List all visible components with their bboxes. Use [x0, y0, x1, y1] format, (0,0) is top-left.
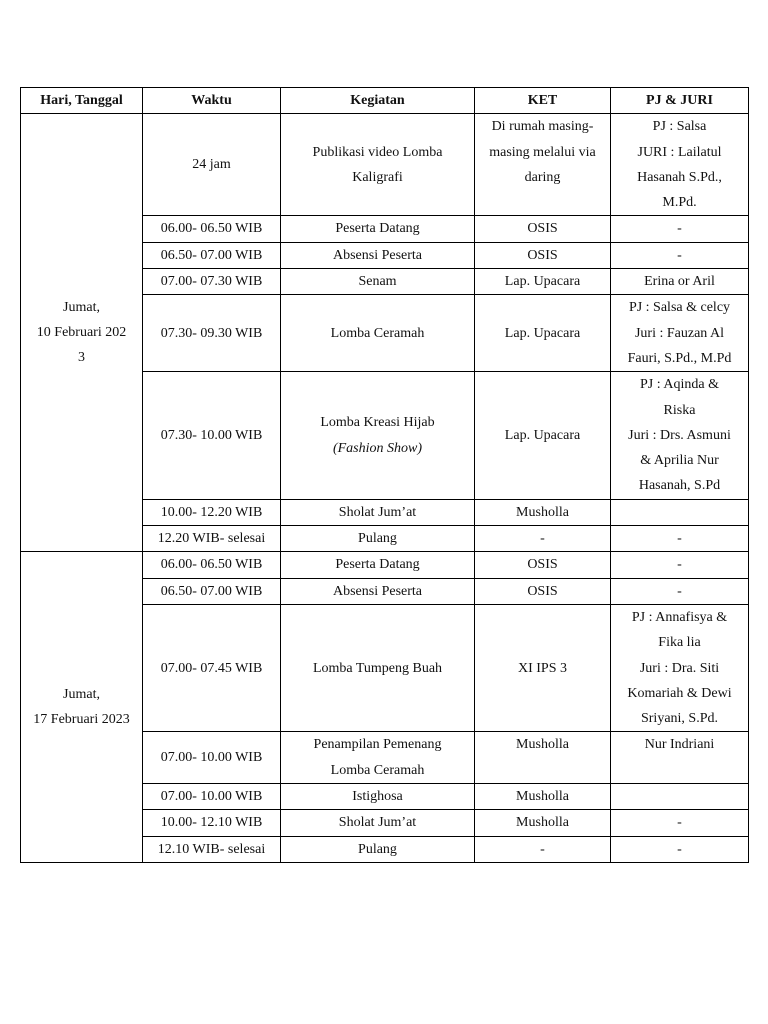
header-ket: KET — [475, 88, 611, 114]
kegiatan-cell — [281, 269, 475, 295]
ket-cell-line: OSIS — [527, 583, 558, 599]
waktu-cell-line: 07.00- 07.45 WIB — [160, 660, 263, 676]
pj-juri-cell-line: Komariah & Dewi — [627, 685, 732, 701]
pj-juri-cell-line: - — [677, 557, 682, 573]
pj-juri-cell-line: PJ : Aqinda & — [640, 377, 719, 393]
waktu-cell-line: 10.00- 12.10 WIB — [160, 815, 263, 831]
kegiatan-cell — [281, 578, 475, 604]
pj-juri-cell — [611, 604, 749, 731]
waktu-cell-line: 12.10 WIB- selesai — [157, 841, 266, 857]
ket-cell-line: Di rumah masing- — [491, 119, 594, 135]
waktu-cell — [143, 784, 281, 810]
pj-juri-cell-line: Riska — [663, 402, 696, 418]
pj-juri-cell — [611, 216, 749, 242]
header-pj-juri: PJ & JURI — [611, 88, 749, 114]
kegiatan-cell — [281, 836, 475, 862]
kegiatan-cell — [281, 216, 475, 242]
day-cell-line: 3 — [78, 350, 85, 366]
day-cell-line: 10 Februari 202 — [36, 325, 127, 341]
table-body — [21, 114, 749, 863]
pj-juri-cell-line: Hasanah, S.Pd — [638, 478, 721, 494]
kegiatan-cell — [281, 732, 475, 784]
waktu-cell-line: 07.00- 10.00 WIB — [160, 750, 263, 766]
kegiatan-cell-line: Kaligrafi — [352, 169, 403, 185]
waktu-cell — [143, 269, 281, 295]
pj-juri-cell-line: Hasanah S.Pd., — [637, 169, 722, 185]
waktu-cell-line: 06.50- 07.00 WIB — [160, 247, 263, 263]
kegiatan-cell-line: Sholat Jum’at — [338, 815, 417, 831]
kegiatan-cell — [281, 242, 475, 268]
table-row — [21, 114, 749, 216]
kegiatan-cell-line: Absensi Peserta — [332, 583, 423, 599]
ket-cell — [475, 242, 611, 268]
waktu-cell — [143, 810, 281, 836]
ket-cell — [475, 578, 611, 604]
waktu-cell — [143, 552, 281, 578]
kegiatan-cell-line: Pulang — [358, 841, 397, 857]
ket-cell — [475, 295, 611, 372]
ket-cell-line: - — [540, 841, 545, 857]
kegiatan-cell — [281, 526, 475, 552]
kegiatan-cell-line: Penampilan Pemenang — [313, 737, 442, 753]
waktu-cell — [143, 372, 281, 499]
pj-juri-cell-line: PJ : Salsa & celcy — [628, 300, 731, 316]
ket-cell — [475, 216, 611, 242]
day-cell — [21, 552, 143, 863]
kegiatan-cell-line: Lomba Ceramah — [330, 762, 425, 778]
waktu-cell-line: 07.30- 09.30 WIB — [160, 325, 263, 341]
ket-cell-line: OSIS — [527, 247, 558, 263]
pj-juri-cell — [611, 499, 749, 525]
pj-juri-cell — [611, 242, 749, 268]
pj-juri-cell-line: - — [677, 531, 682, 547]
pj-juri-cell — [611, 732, 749, 784]
waktu-cell-line: 06.50- 07.00 WIB — [160, 583, 263, 599]
waktu-cell — [143, 499, 281, 525]
kegiatan-cell — [281, 114, 475, 216]
ket-cell-line: Lap. Upacara — [504, 325, 581, 341]
pj-juri-cell — [611, 372, 749, 499]
ket-cell — [475, 269, 611, 295]
waktu-cell — [143, 216, 281, 242]
waktu-cell-line: 24 jam — [192, 157, 231, 173]
waktu-cell — [143, 295, 281, 372]
waktu-cell — [143, 578, 281, 604]
waktu-cell — [143, 114, 281, 216]
waktu-cell — [143, 242, 281, 268]
day-cell — [21, 114, 143, 552]
ket-cell-line: Musholla — [516, 789, 569, 805]
pj-juri-cell-line: - — [677, 841, 682, 857]
pj-juri-cell — [611, 810, 749, 836]
kegiatan-cell-line: (Fashion Show) — [332, 440, 423, 456]
waktu-cell-line: 06.00- 06.50 WIB — [160, 557, 263, 573]
ket-cell-line: Musholla — [516, 815, 569, 831]
kegiatan-cell-line: Istighosa — [352, 789, 403, 805]
ket-cell — [475, 732, 611, 784]
ket-cell-line: OSIS — [527, 221, 558, 237]
day-cell-line: Jumat, — [63, 686, 100, 702]
pj-juri-cell — [611, 784, 749, 810]
kegiatan-cell — [281, 372, 475, 499]
pj-juri-cell-line: - — [677, 221, 682, 237]
ket-cell — [475, 552, 611, 578]
pj-juri-cell-line: PJ : Salsa — [652, 119, 707, 135]
header-kegiatan: Kegiatan — [281, 88, 475, 114]
waktu-cell-line: 07.00- 07.30 WIB — [160, 274, 263, 290]
waktu-cell-line: 07.00- 10.00 WIB — [160, 789, 263, 805]
ket-cell — [475, 526, 611, 552]
kegiatan-cell-line: Sholat Jum’at — [338, 504, 417, 520]
kegiatan-cell — [281, 810, 475, 836]
pj-juri-cell-line: Erina or Aril — [644, 274, 715, 290]
waktu-cell-line: 10.00- 12.20 WIB — [160, 504, 263, 520]
waktu-cell — [143, 604, 281, 731]
header-row — [21, 88, 749, 114]
schedule-table — [20, 87, 749, 863]
ket-cell-line: daring — [524, 169, 561, 185]
ket-cell-line: Lap. Upacara — [504, 274, 581, 290]
ket-cell-line: OSIS — [527, 557, 558, 573]
day-cell-line: 17 Februari 2023 — [33, 712, 130, 728]
pj-juri-cell — [611, 552, 749, 578]
ket-cell — [475, 836, 611, 862]
ket-cell-line: Musholla — [516, 737, 569, 753]
kegiatan-cell — [281, 295, 475, 372]
pj-juri-cell-line: M.Pd. — [662, 195, 697, 211]
ket-cell-line: - — [540, 531, 545, 547]
ket-cell — [475, 810, 611, 836]
kegiatan-cell-line: Publikasi video Lomba — [312, 144, 443, 160]
pj-juri-cell — [611, 114, 749, 216]
ket-cell — [475, 114, 611, 216]
pj-juri-cell — [611, 578, 749, 604]
ket-cell — [475, 499, 611, 525]
header-hari: Hari, Tanggal — [21, 88, 143, 114]
pj-juri-cell-line: JURI : Lailatul — [637, 144, 722, 160]
kegiatan-cell-line: Peserta Datang — [335, 557, 420, 573]
kegiatan-cell-line: Lomba Ceramah — [330, 325, 425, 341]
waktu-cell-line: 12.20 WIB- selesai — [157, 531, 266, 547]
kegiatan-cell-line: Senam — [358, 274, 397, 290]
pj-juri-cell-line: Juri : Fauzan Al — [634, 325, 725, 341]
pj-juri-cell-line: Sriyani, S.Pd. — [640, 711, 718, 727]
waktu-cell — [143, 836, 281, 862]
kegiatan-cell — [281, 499, 475, 525]
kegiatan-cell-line: Lomba Tumpeng Buah — [312, 660, 443, 676]
pj-juri-cell — [611, 269, 749, 295]
kegiatan-cell — [281, 784, 475, 810]
table-row — [21, 552, 749, 578]
ket-cell-line: Musholla — [516, 504, 569, 520]
pj-juri-cell — [611, 526, 749, 552]
pj-juri-cell-line: Juri : Dra. Siti — [639, 660, 720, 676]
ket-cell — [475, 784, 611, 810]
header-waktu: Waktu — [143, 88, 281, 114]
kegiatan-cell-line: Pulang — [358, 531, 397, 547]
kegiatan-cell — [281, 552, 475, 578]
kegiatan-cell-line: Lomba Kreasi Hijab — [320, 415, 435, 431]
pj-juri-cell-line: - — [677, 247, 682, 263]
pj-juri-cell-line: Fika lia — [658, 635, 701, 651]
pj-juri-cell-line: - — [677, 583, 682, 599]
ket-cell-line: XI IPS 3 — [517, 660, 567, 676]
waktu-cell-line: 06.00- 06.50 WIB — [160, 221, 263, 237]
waktu-cell-line: 07.30- 10.00 WIB — [160, 427, 263, 443]
kegiatan-cell — [281, 604, 475, 731]
kegiatan-cell-line: Absensi Peserta — [332, 247, 423, 263]
waktu-cell — [143, 732, 281, 784]
pj-juri-cell — [611, 836, 749, 862]
pj-juri-cell-line: Fauri, S.Pd., M.Pd — [627, 350, 732, 366]
pj-juri-cell-line: Nur Indriani — [644, 737, 715, 753]
day-cell-line: Jumat, — [63, 299, 100, 315]
ket-cell — [475, 372, 611, 499]
kegiatan-cell-line: Peserta Datang — [335, 221, 420, 237]
ket-cell-line: Lap. Upacara — [504, 427, 581, 443]
ket-cell — [475, 604, 611, 731]
waktu-cell — [143, 526, 281, 552]
pj-juri-cell-line: PJ : Annafisya & — [631, 609, 728, 625]
table-header — [21, 88, 749, 114]
pj-juri-cell-line: Juri : Drs. Asmuni — [628, 427, 731, 443]
ket-cell-line: masing melalui via — [489, 144, 596, 160]
pj-juri-cell-line: & Aprilia Nur — [640, 453, 719, 469]
pj-juri-cell-line: - — [677, 815, 682, 831]
pj-juri-cell — [611, 295, 749, 372]
